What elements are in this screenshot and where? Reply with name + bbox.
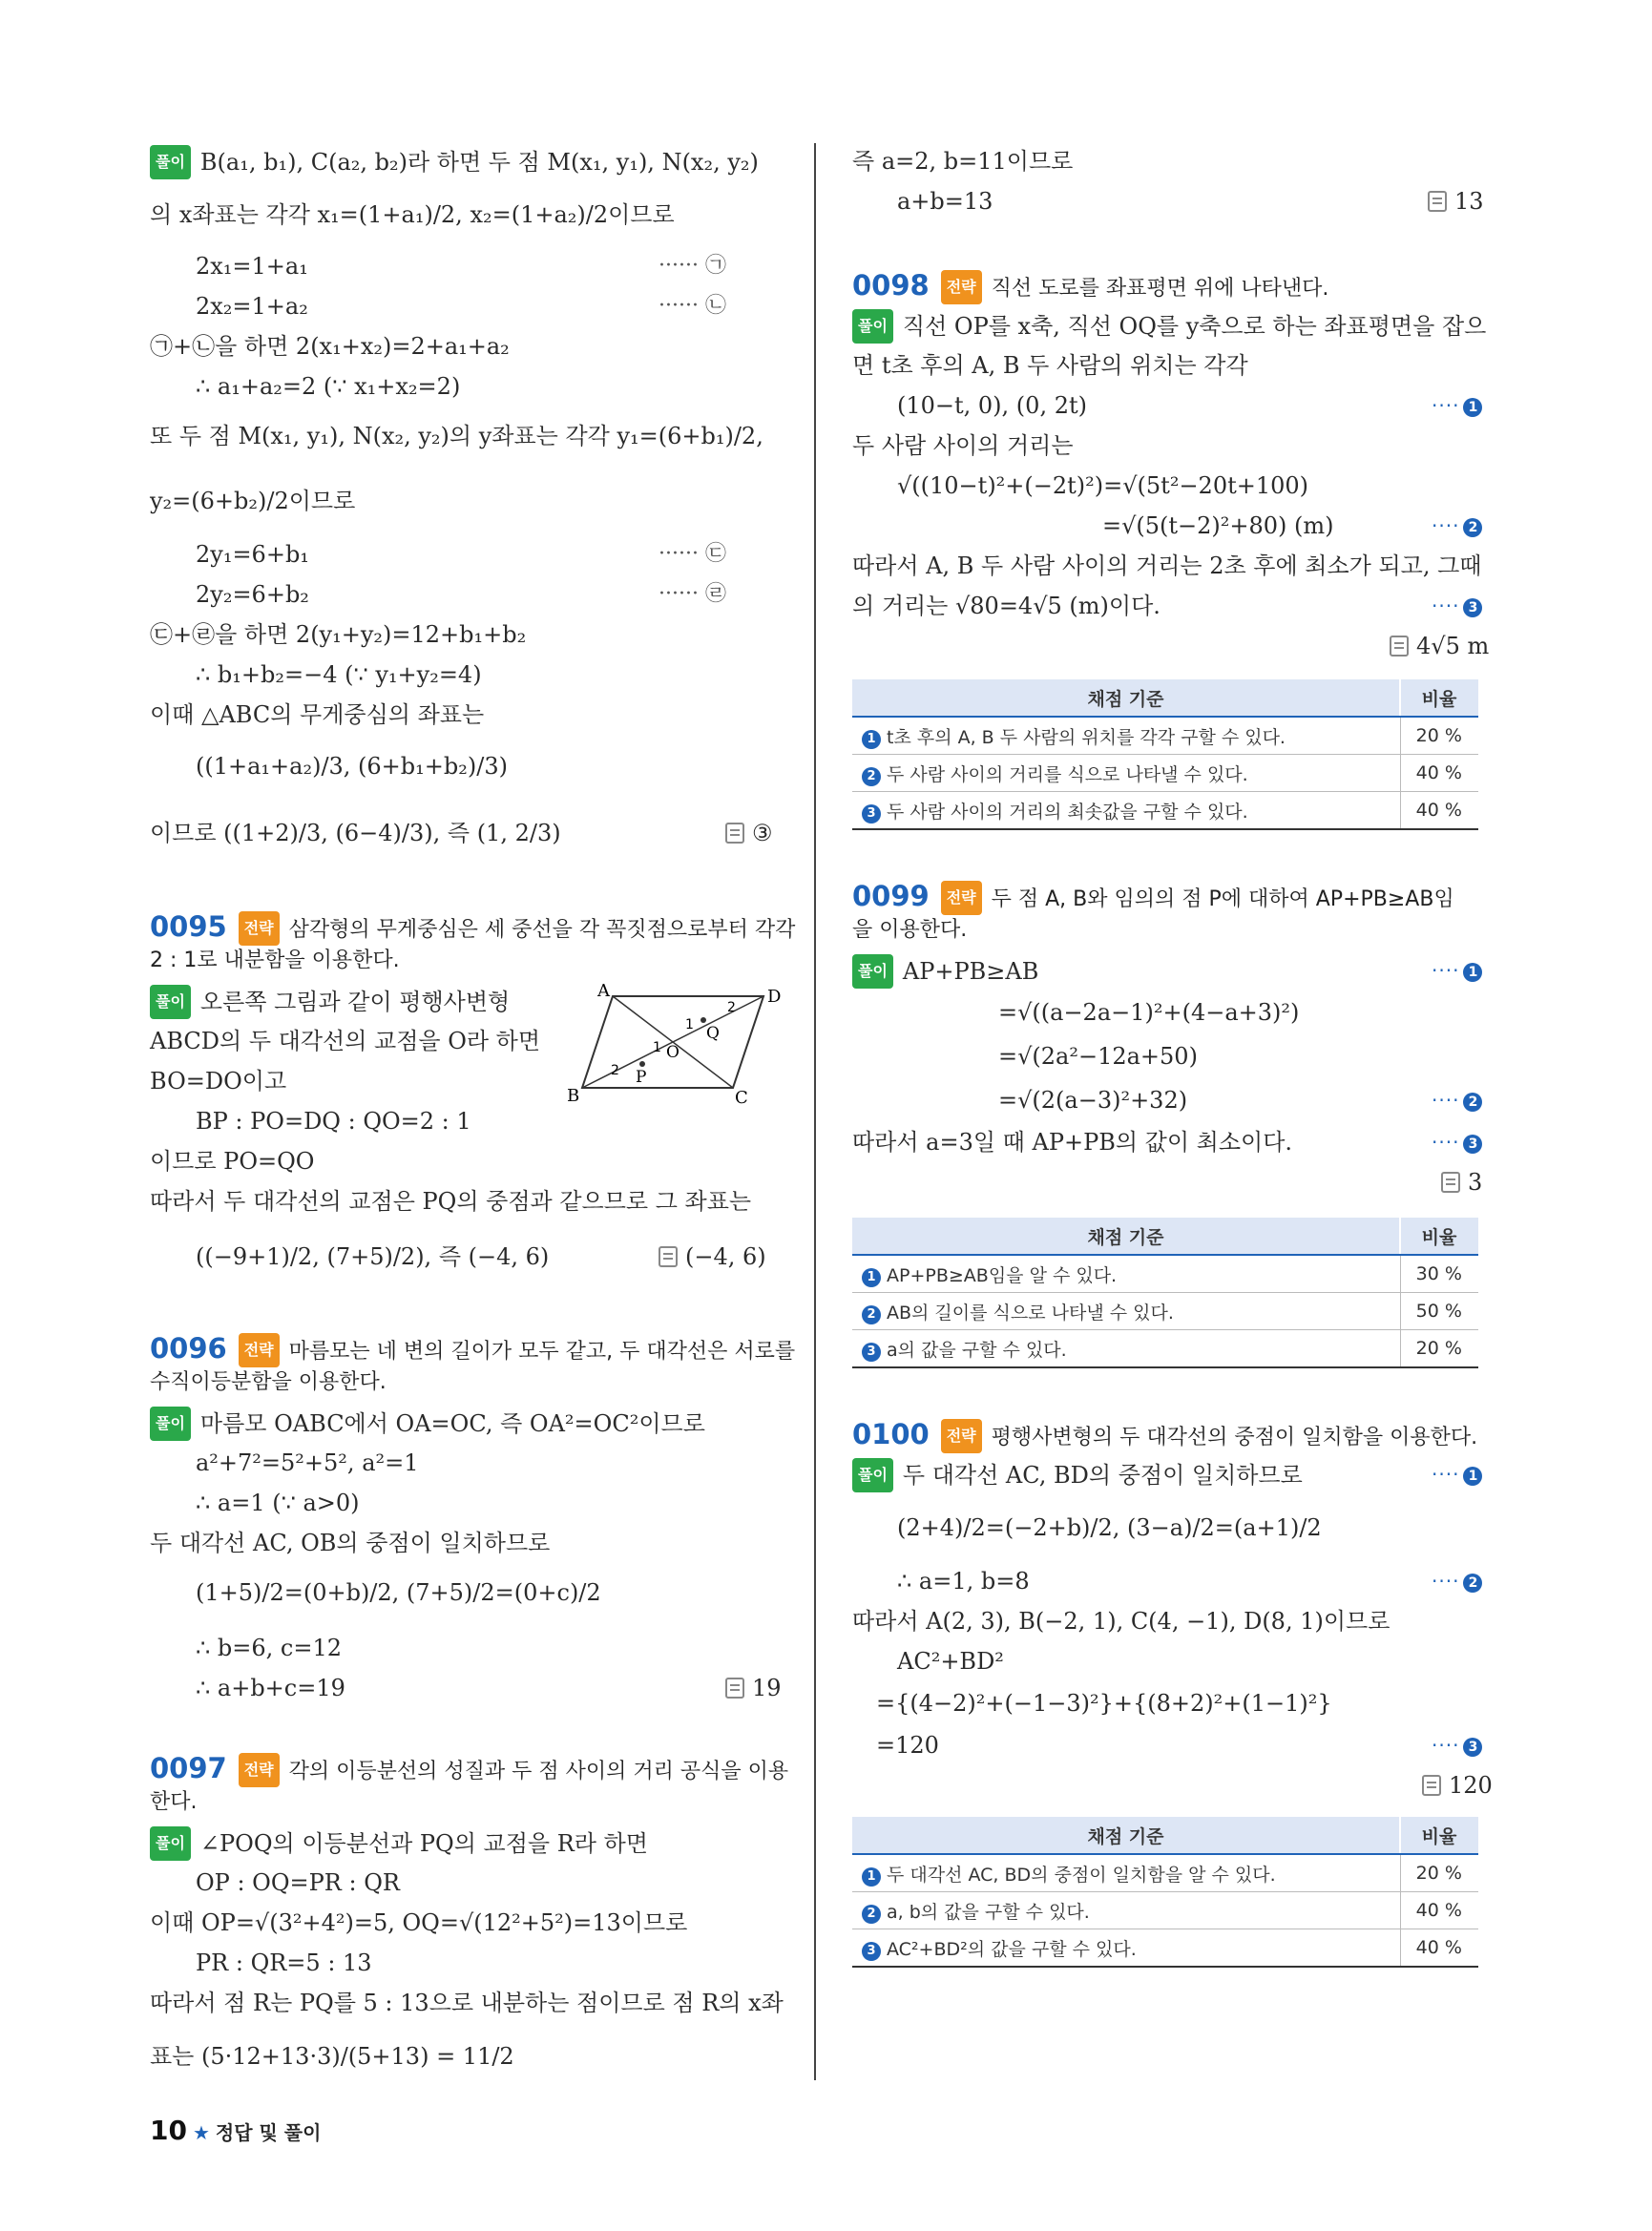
step-1-marker: ···· 1 bbox=[1432, 1458, 1482, 1491]
answer-icon bbox=[659, 1246, 678, 1267]
p97-line-6: 표는 (5·12+13·3)/(5+13) = 11/2 bbox=[150, 2043, 514, 2070]
star-icon: ★ bbox=[192, 2121, 210, 2144]
p95-line-7: ((−9+1)/2, (7+5)/2), 즉 (−4, 6) bbox=[196, 1243, 550, 1270]
solution-tag: 풀이 bbox=[150, 145, 191, 179]
p99-line-4: =√(2(a−3)²+32) bbox=[998, 1087, 1188, 1114]
p100-line-6: ={(4−2)²+(−1−3)²}+{(8+2)²+(1−1)²} bbox=[876, 1690, 1332, 1717]
p100-line-2: (2+4)/2=(−2+b)/2, (3−a)/2=(a+1)/2 bbox=[897, 1514, 1322, 1541]
label-two-right: 2 bbox=[727, 1000, 736, 1015]
p96-strategy-2: 수직이등분함을 이용한다. bbox=[150, 1370, 387, 1394]
label-one-right: 1 bbox=[685, 1017, 694, 1032]
label-o: O bbox=[666, 1043, 680, 1062]
answer-icon bbox=[725, 1678, 744, 1699]
problem-number: 0099 bbox=[852, 880, 930, 912]
p95-answer: (−4, 6) bbox=[659, 1241, 766, 1273]
problem-number: 0098 bbox=[852, 269, 930, 302]
strategy-tag: 전략 bbox=[941, 881, 982, 915]
p95-line-6: 따라서 두 대각선의 교점은 PQ의 중점과 같으므로 그 좌표는 bbox=[150, 1188, 752, 1215]
step-1-marker: ···· 1 bbox=[1432, 389, 1482, 422]
p94-line-14: ((1+a₁+a₂)/3, (6+b₁+b₂)/3) bbox=[196, 753, 508, 780]
p94-mark-2: ······ ㉡ bbox=[659, 294, 726, 318]
p96-line-3: ∴ a=1 (∵ a>0) bbox=[196, 1490, 360, 1516]
p98-line-4: 두 사람 사이의 거리는 bbox=[852, 432, 1074, 459]
p95-line-2: ABCD의 두 대각선의 교점을 O라 하면 bbox=[150, 1028, 541, 1054]
p96-line-5: (1+5)/2=(0+b)/2, (7+5)/2=(0+c)/2 bbox=[196, 1579, 601, 1606]
p94-line-15: 이므로 ((1+2)/3, (6−4)/3), 즉 (1, 2/3) bbox=[150, 820, 561, 846]
solution-tag: 풀이 bbox=[852, 954, 893, 989]
table-header-criteria: 채점 기준 bbox=[852, 1817, 1400, 1854]
solution-tag: 풀이 bbox=[150, 1826, 191, 1861]
parallelogram-figure bbox=[563, 983, 792, 1107]
p99-strategy-2: 을 이용한다. bbox=[852, 918, 968, 942]
p96-heading: 0096 전략 마름모는 네 변의 길이가 모두 같고, 두 대각선은 서로를 bbox=[150, 1332, 795, 1368]
p98-scoring-table bbox=[852, 679, 1478, 830]
p97-line-5: 따라서 점 R는 PQ를 5 : 13으로 내분하는 점이므로 점 R의 x좌 bbox=[150, 1990, 784, 2016]
problem-number: 0095 bbox=[150, 910, 227, 943]
diagonal-bd bbox=[582, 996, 763, 1088]
step-3-marker: ···· 3 bbox=[1432, 590, 1482, 622]
p94-mark-1: ······ ㉠ bbox=[659, 254, 726, 278]
label-p: P bbox=[636, 1068, 647, 1087]
p97-line-2: OP : OQ=PR : QR bbox=[196, 1869, 400, 1896]
p99-line-2: =√((a−2a−1)²+(4−a+3)²) bbox=[998, 999, 1300, 1026]
p97c-line-1: 즉 a=2, b=11이므로 bbox=[852, 148, 1074, 175]
p97-strategy-2: 한다. bbox=[150, 1790, 198, 1814]
answer-icon bbox=[725, 823, 744, 844]
solution-tag: 풀이 bbox=[852, 1458, 893, 1492]
p94-line-13: 이때 △ABC의 무게중심의 좌표는 bbox=[150, 701, 485, 728]
p98-heading: 0098 전략 직선 도로를 좌표평면 위에 나타낸다. bbox=[852, 269, 1328, 305]
p100-line-7: =120 bbox=[876, 1732, 939, 1759]
p95-line-1: 풀이 오른쪽 그림과 같이 평행사변형 bbox=[150, 985, 510, 1019]
table-row: 2 AB의 길이를 식으로 나타낼 수 있다. 50 % bbox=[852, 1293, 1478, 1330]
problem-number: 0097 bbox=[150, 1752, 227, 1784]
table-header-criteria: 채점 기준 bbox=[852, 1218, 1400, 1255]
p94-line-11: ㉢+㉣을 하면 2(y₁+y₂)=12+b₁+b₂ bbox=[150, 621, 527, 648]
p98-line-8: 의 거리는 √80=4√5 (m)이다. bbox=[852, 593, 1161, 619]
p95-line-5: 이므로 PO=QO bbox=[150, 1148, 315, 1175]
p94-line-1: 풀이 B(a₁, b₁), C(a₂, b₂)라 하면 두 점 M(x₁, y₁), N(x₂, y₂) bbox=[150, 145, 759, 179]
strategy-tag: 전략 bbox=[941, 1419, 982, 1453]
p96-line-7: ∴ a+b+c=19 bbox=[196, 1675, 345, 1701]
step-1-marker: ···· 1 bbox=[1432, 954, 1482, 987]
p94-line-2: 의 x좌표는 각각 x₁=(1+a₁)/2, x₂=(1+a₂)/2이므로 bbox=[150, 201, 675, 228]
step-2-marker: ···· 2 bbox=[1432, 1084, 1482, 1116]
label-b: B bbox=[567, 1086, 580, 1106]
label-d: D bbox=[767, 987, 782, 1007]
answer-icon bbox=[1422, 1775, 1441, 1796]
label-a: A bbox=[597, 983, 610, 1001]
answer-icon bbox=[1428, 191, 1447, 212]
strategy-tag: 전략 bbox=[941, 270, 982, 304]
p94-line-7: 또 두 점 M(x₁, y₁), N(x₂, y₂)의 y좌표는 각각 y₁=(6+b₁)/2, bbox=[150, 423, 763, 449]
p94-line-12: ∴ b₁+b₂=−4 (∵ y₁+y₂=4) bbox=[196, 661, 482, 688]
p97-line-1: 풀이 ∠POQ의 이등분선과 PQ의 교점을 R라 하면 bbox=[150, 1826, 648, 1861]
table-row: 1 t초 후의 A, B 두 사람의 위치를 각각 구할 수 있다. 20 % bbox=[852, 717, 1478, 755]
footer-title: 정답 및 풀이 bbox=[215, 2121, 322, 2144]
answer-icon bbox=[1441, 1172, 1460, 1193]
p100-line-1: 풀이 두 대각선 AC, BD의 중점이 일치하므로 bbox=[852, 1458, 1303, 1492]
p96-line-6: ∴ b=6, c=12 bbox=[196, 1635, 342, 1661]
label-one-left: 1 bbox=[653, 1040, 661, 1055]
p96-answer: 19 bbox=[725, 1672, 782, 1704]
point-p bbox=[639, 1061, 645, 1067]
p98-line-1: 풀이 직선 OP를 x축, 직선 OQ를 y축으로 하는 좌표평면을 잡으 bbox=[852, 309, 1486, 344]
point-q bbox=[701, 1017, 706, 1023]
answer-icon bbox=[1390, 636, 1409, 657]
step-3-marker: ···· 3 bbox=[1432, 1729, 1482, 1762]
table-header-ratio: 비율 bbox=[1400, 1817, 1478, 1854]
p99-answer: 3 bbox=[1441, 1166, 1482, 1199]
p94-line-9: 2y₁=6+b₁ bbox=[196, 541, 309, 568]
p100-line-3: ∴ a=1, b=8 bbox=[897, 1568, 1030, 1595]
page-number: 10 bbox=[150, 2115, 187, 2146]
table-header-ratio: 비율 bbox=[1400, 1218, 1478, 1255]
p94-line-6: ∴ a₁+a₂=2 (∵ x₁+x₂=2) bbox=[196, 373, 461, 400]
step-3-marker: ···· 3 bbox=[1432, 1126, 1482, 1158]
table-row: 1 두 대각선 AC, BD의 중점이 일치함을 알 수 있다. 20 % bbox=[852, 1854, 1478, 1892]
p94-mark-3: ······ ㉢ bbox=[659, 542, 726, 566]
page-footer bbox=[150, 2115, 321, 2146]
table-row: 1 AP+PB≥AB임을 알 수 있다. 30 % bbox=[852, 1255, 1478, 1293]
label-q: Q bbox=[706, 1024, 720, 1043]
p100-line-5: AC²+BD² bbox=[897, 1648, 1004, 1675]
p99-heading: 0099 전략 두 점 A, B와 임의의 점 P에 대하여 AP+PB≥AB임 bbox=[852, 880, 1454, 916]
step-2-marker: ···· 2 bbox=[1432, 510, 1482, 542]
strategy-tag: 전략 bbox=[239, 911, 280, 946]
p98-answer: 4√5 m bbox=[1390, 630, 1489, 662]
p94-line-4: 2x₂=1+a₂ bbox=[196, 293, 308, 320]
p100-line-4: 따라서 A(2, 3), B(−2, 1), C(4, −1), D(8, 1)이므로 bbox=[852, 1608, 1391, 1635]
p98-line-2: 면 t초 후의 A, B 두 사람의 위치는 각각 bbox=[852, 352, 1248, 379]
p100-heading: 0100 전략 평행사변형의 두 대각선의 중점이 일치함을 이용한다. bbox=[852, 1418, 1477, 1454]
p97-answer: 13 bbox=[1428, 185, 1484, 218]
p98-line-6: =√(5(t−2)²+80) (m) bbox=[1102, 512, 1334, 539]
p97-heading: 0097 전략 각의 이등분선의 성질과 두 점 사이의 거리 공식을 이용 bbox=[150, 1752, 788, 1788]
solution-tag: 풀이 bbox=[150, 985, 191, 1019]
p96-line-1: 풀이 마름모 OABC에서 OA=OC, 즉 OA²=OC²이므로 bbox=[150, 1407, 705, 1441]
p99-line-5: 따라서 a=3일 때 AP+PB의 값이 최소이다. bbox=[852, 1129, 1293, 1156]
p100-scoring-table bbox=[852, 1817, 1478, 1968]
strategy-tag: 전략 bbox=[239, 1333, 280, 1367]
table-row: 3 AC²+BD²의 값을 구할 수 있다. 40 % bbox=[852, 1929, 1478, 1968]
p97-line-3: 이때 OP=√(3²+4²)=5, OQ=√(12²+5²)=13이므로 bbox=[150, 1909, 688, 1936]
solution-tag: 풀이 bbox=[852, 309, 893, 344]
problem-number: 0100 bbox=[852, 1418, 930, 1450]
p96-line-4: 두 대각선 AC, OB의 중점이 일치하므로 bbox=[150, 1530, 551, 1556]
p94-line-5: ㉠+㉡을 하면 2(x₁+x₂)=2+a₁+a₂ bbox=[150, 333, 510, 360]
p95-line-4: BP : PO=DQ : QO=2 : 1 bbox=[196, 1108, 471, 1135]
p98-line-7: 따라서 A, B 두 사람 사이의 거리는 2초 후에 최소가 되고, 그때 bbox=[852, 553, 1482, 579]
p100-answer: 120 bbox=[1422, 1769, 1493, 1802]
table-row: 3 a의 값을 구할 수 있다. 20 % bbox=[852, 1330, 1478, 1368]
p94-line-3: 2x₁=1+a₁ bbox=[196, 253, 308, 280]
table-row: 3 두 사람 사이의 거리의 최솟값을 구할 수 있다. 40 % bbox=[852, 792, 1478, 830]
solution-tag: 풀이 bbox=[150, 1407, 191, 1441]
p95-heading: 0095 전략 삼각형의 무게중심은 세 중선을 각 꼭짓점으로부터 각각 bbox=[150, 910, 795, 947]
p96-line-2: a²+7²=5²+5², a²=1 bbox=[196, 1449, 419, 1476]
problem-number: 0096 bbox=[150, 1332, 227, 1365]
label-two-left: 2 bbox=[611, 1063, 619, 1078]
p94-line-8: y₂=(6+b₂)/2이므로 bbox=[150, 488, 356, 514]
p97-line-4: PR : QR=5 : 13 bbox=[196, 1950, 372, 1976]
p94-mark-4: ······ ㉣ bbox=[659, 582, 726, 606]
p94-answer: ③ bbox=[725, 817, 773, 849]
step-2-marker: ···· 2 bbox=[1432, 1565, 1482, 1597]
p97c-line-2: a+b=13 bbox=[897, 188, 993, 215]
p98-line-5: √((10−t)²+(−2t)²)=√(5t²−20t+100) bbox=[897, 472, 1309, 499]
table-header-criteria: 채점 기준 bbox=[852, 679, 1400, 717]
table-header-ratio: 비율 bbox=[1400, 679, 1478, 717]
label-c: C bbox=[735, 1088, 748, 1107]
table-row: 2 두 사람 사이의 거리를 식으로 나타낼 수 있다. 40 % bbox=[852, 755, 1478, 792]
column-divider bbox=[814, 143, 816, 2080]
p95-strategy-2: 2 : 1로 내분함을 이용한다. bbox=[150, 949, 400, 972]
p98-line-3: (10−t, 0), (0, 2t) bbox=[897, 392, 1087, 419]
p99-scoring-table bbox=[852, 1218, 1478, 1368]
table-row: 2 a, b의 값을 구할 수 있다. 40 % bbox=[852, 1892, 1478, 1929]
strategy-tag: 전략 bbox=[239, 1753, 280, 1787]
p95-line-3: BO=DO이고 bbox=[150, 1068, 287, 1095]
p99-line-3: =√(2a²−12a+50) bbox=[998, 1043, 1198, 1070]
p94-line-10: 2y₂=6+b₂ bbox=[196, 581, 309, 608]
p99-line-1: 풀이 AP+PB≥AB bbox=[852, 954, 1038, 989]
